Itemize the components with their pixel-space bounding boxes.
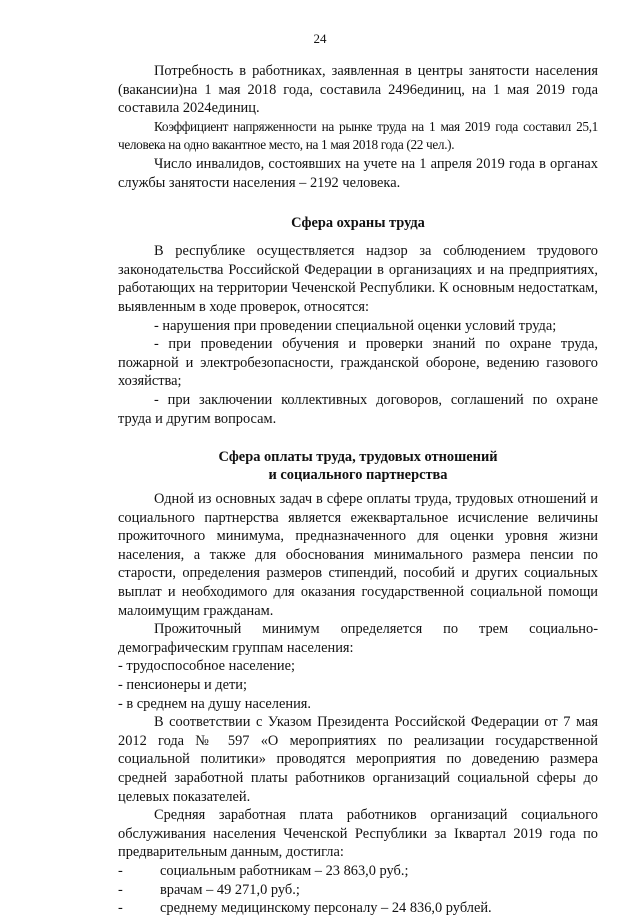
wages-heading (118, 448, 598, 484)
social-group-item: - трудоспособное население; (118, 658, 296, 675)
page-content (118, 62, 598, 918)
presidential-decree-paragraph: В соответствии с Указом Президента Российской Федерации от 7 мая 2012 года № 597 «О мероприятиях по реализации государственной социальной политики» проводятся мероприятия по доведению размера средней заработной платы работников организаций социальной сферы до целевых показателей. (118, 714, 598, 805)
tension-coefficient-paragraph: Коэффициент напряженности на рынке труда на 1 мая 2019 года составил 25,1 человека на одно вакантное место, на 1 мая 2018 года (22 чел.). (118, 118, 598, 153)
salary-list-item (118, 862, 598, 881)
salary-list-item (118, 881, 598, 900)
labor-safety-heading: Сфера охраны труда (291, 215, 425, 232)
wages-heading-line1: Сфера оплаты труда, трудовых отношений (218, 449, 498, 466)
salary-item-text: среднему медицинскому персоналу – 24 836,0 рублей. (160, 900, 492, 917)
list-marker: - (118, 862, 123, 879)
list-marker: - (118, 900, 123, 917)
labor-safety-intro: В республике осуществляется надзор за соблюдением трудового законодательства Российской Федерации в организациях и на предприятиях, работающих на территории Чеченской Республики. К основным недостаткам, выявленным в ходе проверок, относятся: (118, 243, 598, 315)
wages-heading-line2: и социального партнерства (268, 467, 448, 484)
subsistence-minimum-paragraph: Одной из основных задач в сфере оплаты труда, трудовых отношений и социального партнерства является ежеквартальное исчисление величины прожиточного минимума, предназначенного для оценки уровня жизни населения, а также для обоснования минимального размера пенсии по старости, определения размеров стипендий, пособий и других социальных выплат и необходимого для оказания государственной социальной помощи малоимущим гражданам. (118, 491, 598, 619)
labor-safety-item: - при заключении коллективных договоров, соглашений по охране труда и другим вопросам. (118, 391, 598, 427)
list-marker: - (118, 881, 123, 898)
social-group-item: - в среднем на душу населения. (118, 695, 311, 712)
salary-item-text: социальным работникам – 23 863,0 руб.; (160, 862, 409, 879)
labor-safety-item: - нарушения при проведении специальной оценки условий труда; (154, 317, 557, 334)
social-group-item: - пенсионеры и дети; (118, 677, 248, 694)
page-number: 24 (313, 31, 327, 46)
social-groups-paragraph: Прожиточный минимум определяется по трем социально-демографическим группам населения: (118, 621, 598, 656)
average-salary-paragraph: Средняя заработная плата работников организаций социального обслуживания населения Чеченской Республики за Iквартал 2019 года по предварительным данным, достигла: (118, 807, 598, 861)
disabled-registered-paragraph: Число инвалидов, состоявших на учете на 1 апреля 2019 года в органах службы занятости населения – 2192 человека. (118, 155, 598, 191)
labor-safety-item: - при проведении обучения и проверки знаний по охране труда, пожарной и электробезопасности, гражданской обороне, ведению газового хозяйства; (118, 336, 598, 390)
salary-item-text: врачам – 49 271,0 руб.; (160, 881, 300, 898)
salary-list-item (118, 899, 598, 918)
vacancies-paragraph: Потребность в работниках, заявленная в центры занятости населения (вакансии)на 1 мая 2018 года, составила 2496единиц, на 1 мая 2019 года составила 2024единиц. (118, 63, 598, 117)
